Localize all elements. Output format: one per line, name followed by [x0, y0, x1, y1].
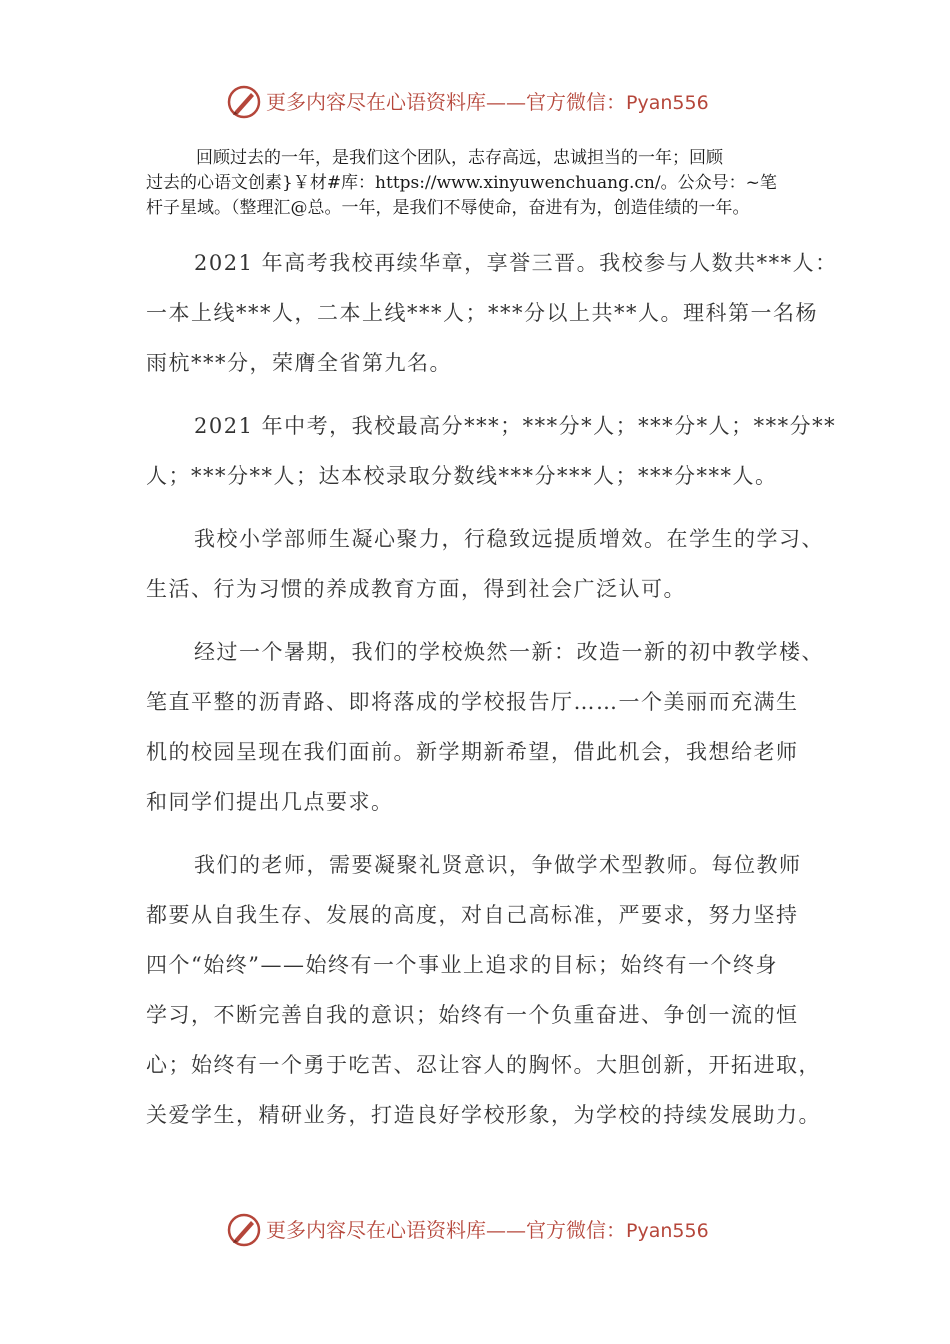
text-line: 和同学们提出几点要求。: [146, 790, 394, 814]
text-line: 心；始终有一个勇于吃苦、忍让容人的胸怀。大胆创新，开拓进取，: [146, 1053, 821, 1077]
text-line: 回顾过去的一年，是我们这个团队，志存高远，忠诚担当的一年；回顾: [196, 148, 723, 168]
document-body: [146, 238, 838, 1153]
text-line: 笔直平整的沥青路、即将落成的学校报告厅……一个美丽而充满生: [146, 690, 799, 714]
wechat-id: Pyan556: [626, 1220, 709, 1242]
banner-text: 更多内容尽在心语资料库——官方微信：Pyan556: [266, 90, 709, 114]
intro-paragraph: [146, 146, 826, 221]
paragraph-teachers: [146, 840, 826, 1140]
text-line: 关爱学生，精研业务，打造良好学校形象，为学校的持续发展助力。: [146, 1103, 821, 1127]
text-line: 机的校园呈现在我们面前。新学期新希望，借此机会，我想给老师: [146, 740, 799, 764]
wechat-id: Pyan556: [626, 92, 709, 114]
paragraph-primary: [146, 514, 826, 614]
paragraph-zhongkao: [146, 401, 837, 501]
paragraph-gaokao: [146, 238, 838, 388]
pen-logo-icon: [226, 1212, 262, 1248]
text-line: 都要从自我生存、发展的高度，对自己高标准，严要求，努力坚持: [146, 903, 799, 927]
text-line: 过去的心语文创素}￥材#库：https://www.xinyuwenchuang.cn/。公众号：~笔: [146, 173, 777, 193]
paragraph-campus: [146, 627, 826, 827]
pen-logo-icon: [226, 84, 262, 120]
banner-text: 更多内容尽在心语资料库——官方微信：Pyan556: [266, 1218, 709, 1242]
footer-banner: [0, 1210, 950, 1250]
text-line: 人；***分**人；达本校录取分数线***分***人；***分***人。: [146, 464, 778, 488]
text-line: 学习，不断完善自我的意识；始终有一个负重奋进、争创一流的恒: [146, 1003, 799, 1027]
text-line: 2021 年中考，我校最高分***；***分*人；***分*人；***分**: [194, 414, 837, 438]
header-banner: [0, 82, 950, 122]
text-line: 经过一个暑期，我们的学校焕然一新：改造一新的初中教学楼、: [194, 640, 824, 664]
text-line: 我校小学部师生凝心聚力，行稳致远提质增效。在学生的学习、: [194, 527, 824, 551]
text-line: 2021 年高考我校再续华章，享誉三晋。我校参与人数共***人：: [194, 251, 838, 275]
text-line: 雨杭***分，荣膺全省第九名。: [146, 351, 452, 375]
text-line: 我们的老师，需要凝聚礼贤意识，争做学术型教师。每位教师: [194, 853, 802, 877]
text-line: 杆子星域。（整理汇@总。一年，是我们不辱使命，奋进有为，创造佳绩的一年。: [146, 198, 750, 218]
text-line: 生活、行为习惯的养成教育方面，得到社会广泛认可。: [146, 577, 686, 601]
text-line: 四个“始终”——始终有一个事业上追求的目标；始终有一个终身: [146, 953, 778, 977]
text-line: 一本上线***人，二本上线***人；***分以上共**人。理科第一名杨: [146, 301, 818, 325]
